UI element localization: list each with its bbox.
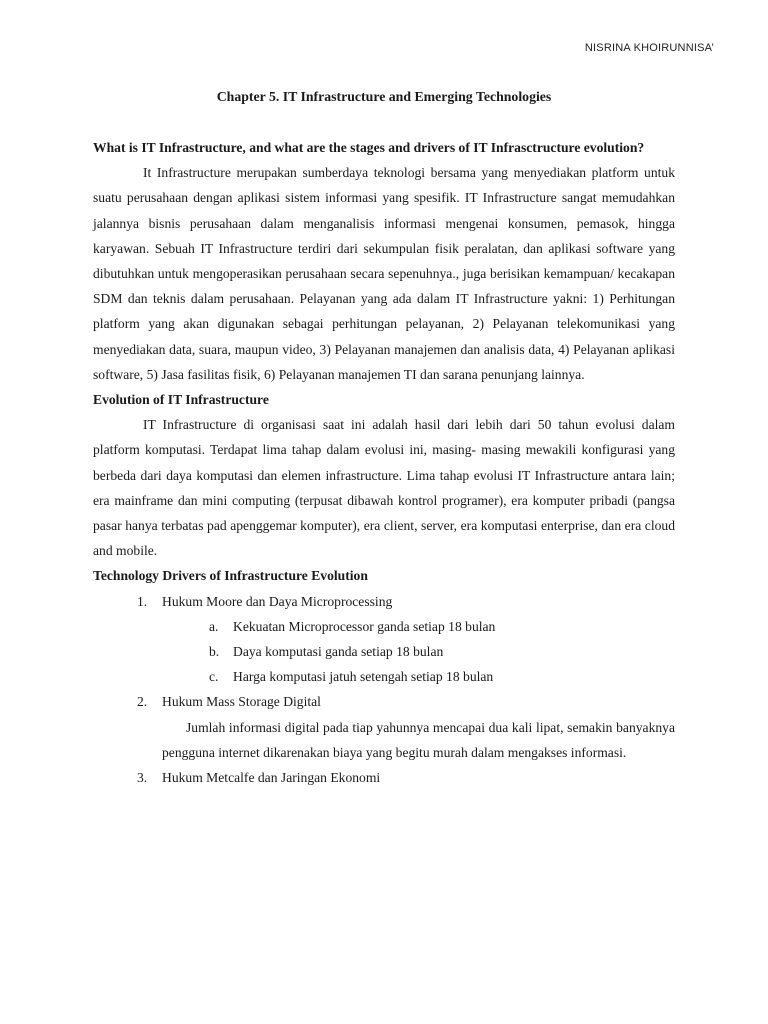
sub-list-letter: c. bbox=[209, 669, 219, 685]
list-item-description: Jumlah informasi digital pada tiap yahunnya mencapai dua kali lipat, semakin banyaknya pengguna internet dikarenakan biaya yang begitu murah dalam mengakses informasi. bbox=[162, 719, 675, 760]
sub-list-item bbox=[93, 639, 675, 664]
sub-list bbox=[162, 614, 675, 690]
question-heading: What is IT Infrastructure, and what are the stages and drivers of IT Infrasctructure evolution? bbox=[93, 140, 645, 155]
sub-list-text: Harga komputasi jatuh setengah setiap 18 bulan bbox=[233, 669, 494, 685]
sub-list-item bbox=[93, 664, 675, 689]
drivers-list bbox=[93, 589, 675, 791]
header-author-name: NISRINA KHOIRUNNISA’ bbox=[584, 42, 714, 54]
paragraph-it-infrastructure: It Infrastructure merupakan sumberdaya teknologi bersama yang menyediakan platform untuk suatu perusahaan dengan aplikasi sistem informasi yang spesifik. IT Infrastructure sangat memudahkan jalannya bisnis perusahaan dalam menganalisis informasi mengenai konsumen, pemasok, hingga karyawan. Sebuah IT Infrastructure terdiri dari sekumpulan fisik peralatan, dan aplikasi software yang dibutuhkan untuk mengoperasikan perusahaan secara sepenuhnya., juga berisikan kemampuan/ kecakapan SDM dan teknis dalam perusahaan. Pelayanan yang ada dalam IT Infrastructure yakni: 1) Perhitungan platform yang akan digunakan sebagai perhitungan pelayanan, 2) Pelayanan telekomunikasi yang menyediakan data, suara, maupun video, 3) Pelayanan manajemen dan analisis data, 4) Pelayanan aplikasi software, 5) Jasa fasilitas fisik, 6) Pelayanan manajemen TI dan sarana penunjang lainnya. bbox=[93, 165, 675, 382]
evolution-heading: Evolution of IT Infrastructure bbox=[93, 392, 269, 408]
list-item bbox=[93, 689, 675, 765]
sub-list-letter: a. bbox=[209, 618, 219, 634]
list-item-label: Hukum Moore dan Daya Microprocessing bbox=[162, 593, 393, 609]
list-item bbox=[93, 765, 675, 790]
paragraph-evolution: IT Infrastructure di organisasi saat ini adalah hasil dari lebih dari 50 tahun evolusi dalam platform komputasi. Terdapat lima tahap dalam evolusi ini, masing- masing mewakili konfigurasi yang berbeda dari daya komputasi dan elemen infrastructure. Lima tahap evolusi IT Infrastructure antara lain; era mainframe dan mini computing (terpusat dibawah kontrol programer), era komputer pribadi (pangsa pasar hanya terbatas pad apenggemar komputer), era client, server, era komputasi enterprise, dan era cloud and mobile. bbox=[93, 417, 675, 559]
drivers-heading: Technology Drivers of Infrastructure Evolution bbox=[93, 568, 368, 584]
sub-list-text: Daya komputasi ganda setiap 18 bulan bbox=[233, 644, 444, 660]
sub-list-letter: b. bbox=[209, 644, 220, 660]
list-number: 2. bbox=[137, 694, 148, 710]
document-body bbox=[93, 135, 675, 790]
sub-list-item bbox=[93, 614, 675, 639]
list-number: 1. bbox=[137, 593, 148, 609]
list-number: 3. bbox=[137, 770, 148, 786]
sub-list-text: Kekuatan Microprocessor ganda setiap 18 bulan bbox=[233, 618, 496, 634]
chapter-title: Chapter 5. IT Infrastructure and Emerging Technologies bbox=[216, 89, 552, 104]
list-item-label: Hukum Metcalfe dan Jaringan Ekonomi bbox=[162, 770, 381, 786]
list-item bbox=[93, 589, 675, 690]
list-item-label: Hukum Mass Storage Digital bbox=[162, 694, 321, 710]
